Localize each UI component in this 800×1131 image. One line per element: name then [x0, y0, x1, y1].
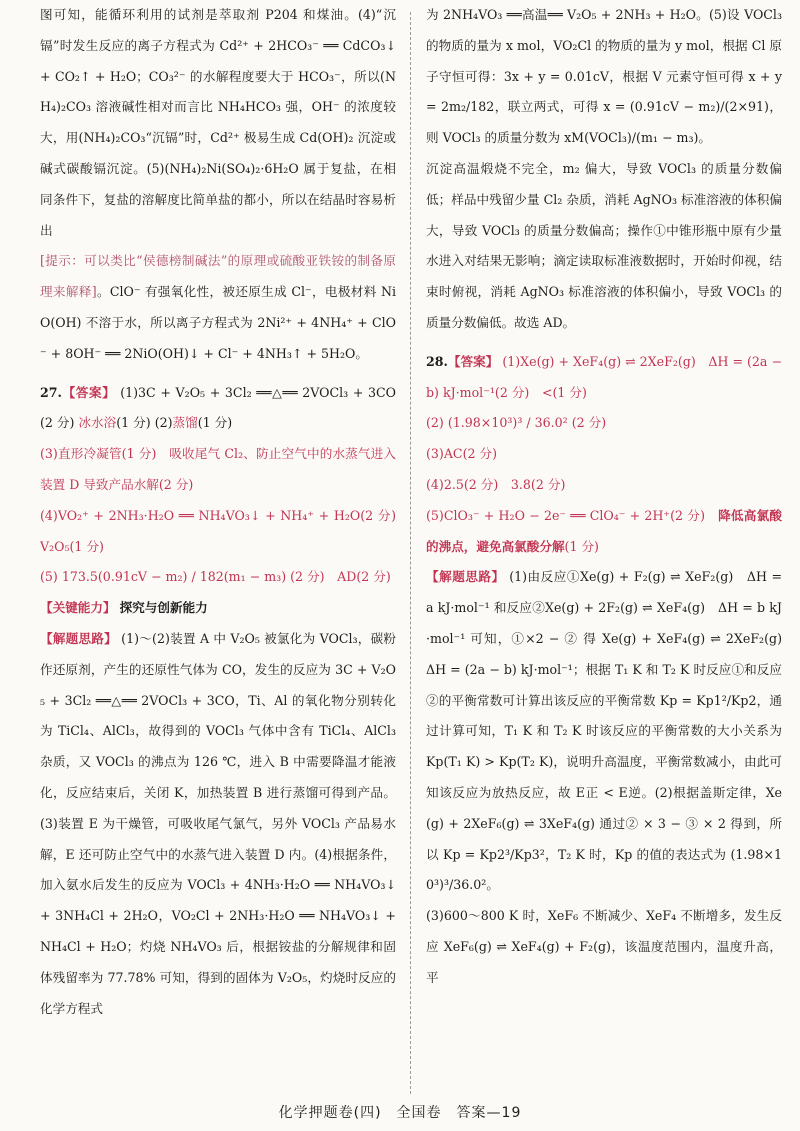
- q27-number: 27.: [40, 384, 62, 400]
- q28-number: 28.: [426, 353, 448, 369]
- q27-a1-text: (1)3C + V₂O₅ + 3Cl₂ ══△══ 2VOCl₃ + 3CO(2 分): [40, 384, 396, 431]
- q28-idea-text: (1)由反应①Xe(g) + F₂(g) ⇌ XeF₂(g) ΔH = a kJ·mol⁻¹ 和反应②Xe(g) + 2F₂(g) ⇌ XeF₄(g) ΔH = b kJ·mol⁻¹ 可知，①×2 − ② 得 Xe(g) + XeF₄(g) ⇌ 2XeF₂(g) ΔH = (2a − b) kJ·mol⁻¹；根据 T₁ K 和 T₂ K 时反应①和反应②的平衡常数可计算出该反应的平衡常数 Kp = Kp1²/Kp2，通过计算可知，T₁ K 和 T₂ K 时该反应的平衡常数的大小关系为 Kp(T₁ K) > Kp(T₂ K)，说明升高温度，平衡常数减小，由此可知该反应为放热反应，故 E正 < E逆。(2)根据盖斯定律，Xe(g) + 2XeF₆(g) ⇌ 3XeF₄(g) 通过② × 3 − ③ × 2 得到，所以 Kp = Kp2³/Kp3²，T₂ K 时，Kp 的值的表达式为 (1.98×10³)³/36.0²。: [426, 569, 795, 893]
- hint-block: [40, 246, 396, 369]
- page-footer: 化学押题卷(四) 全国卷 答案—19: [278, 1105, 522, 1121]
- q28-a5-red: 降低高氯酸的沸点，避免高氯酸分解: [426, 507, 783, 554]
- q28-a5-text: (5)ClO₃⁻ + H₂O − 2e⁻ ══ ClO₄⁻ + 2H⁺(2 分): [426, 507, 719, 523]
- q27-answer-5: (5) 173.5(0.91cV − m₂) / 182(m₁ − m₃) (2 分) AD(2 分): [40, 569, 391, 585]
- left-intro-text: 图可知，能循环利用的试剂是萃取剂 P204 和煤油。(4)“沉镉”时发生反应的离子方程式为 Cd²⁺ + 2HCO₃⁻ ══ CdCO₃↓ + CO₂↑ + H₂O；CO₃²⁻ 的水解程度要大于 HCO₃⁻，所以(NH₄)₂CO₃ 溶液碱性相对而言比 NH₄HCO₃ 强，OH⁻ 的浓度较大，用(NH₄)₂CO₃“沉镉”时，Cd²⁺ 极易生成 Cd(OH)₂ 沉淀或碱式碳酸镉沉淀。(5)(NH₄)₂Ni(SO₄)₂·6H₂O 属于复盐，在相同条件下，复盐的溶解度比简单盐的都小，所以在结晶时容易析出: [40, 7, 396, 238]
- ability-text: 探究与创新能力: [119, 600, 208, 616]
- q27-answer-tag: 【答案】: [61, 384, 116, 400]
- right-continuation-2: 沉淀高温煅烧不完全，m₂ 偏大，导致 VOCl₃ 的质量分数偏低；样品中残留少量 Cl₂ 杂质，消耗 AgNO₃ 标准溶液的体积偏大，导致 VOCl₃ 的质量分数偏高；操作①中锥形瓶中原有少量水进入对结果无影响；滴定读取标准液数据时，开始时仰视，结束时俯视，消耗 AgNO₃ 标准溶液的体积偏小，导致 VOCl₃ 的质量分数偏低。故选 AD。: [426, 160, 782, 330]
- q28-answer-tag: 【答案】: [447, 353, 499, 369]
- q28-answer-3: (3)AC(2 分): [426, 446, 498, 462]
- ability-tag: 【关键能力】: [40, 600, 116, 616]
- q27-a1-tail: (1 分): [116, 415, 151, 431]
- column-divider: [410, 12, 411, 1094]
- q27-a2-red: 蒸馏: [172, 415, 198, 431]
- hint-text: [提示：可以类比“侯德榜制碱法”的原理或硫酸亚铁铵的制备原理来解释]: [40, 253, 396, 300]
- q28-answer-2: (2) (1.98×10³)³ / 36.0² (2 分): [426, 415, 607, 431]
- q28-answer-4: (4)2.5(2 分) 3.8(2 分): [426, 476, 566, 492]
- q28-a1-text: (1)Xe(g) + XeF₄(g) ⇌ 2XeF₂(g) ΔH = (2a − b) kJ·mol⁻¹(2 分) <(1 分): [426, 353, 782, 400]
- question-27: [40, 378, 409, 1025]
- q27-a1-red: 冰水浴: [78, 415, 117, 431]
- q28-idea-tag: 【解题思路】: [426, 569, 505, 585]
- q27-answer-3: (3)直形冷凝管(1 分) 吸收尾气 Cl₂、防止空气中的水蒸气进入装置 D 导致产品水解(2 分): [40, 446, 396, 492]
- q28-a5-tail: (1 分): [564, 538, 599, 554]
- q27-idea-tag: 【解题思路】: [40, 630, 117, 646]
- q27-solution: [40, 624, 396, 1024]
- right-column: [426, 0, 795, 994]
- q27-answer-4: (4)VO₂⁺ + 2NH₃·H₂O ══ NH₄VO₃↓ + NH₄⁺ + H₂O(2 分) V₂O₅(1 分): [40, 507, 409, 554]
- q27-answer-1: [40, 378, 396, 440]
- q27-a2-text: (2): [154, 415, 173, 431]
- q28-answer-1: [426, 347, 782, 409]
- q28-answer-5: [426, 501, 782, 563]
- q28-solution: [426, 562, 795, 901]
- question-28: [426, 347, 795, 994]
- right-continuation-1: 为 2NH₄VO₃ ══高温══ V₂O₅ + 2NH₃ + H₂O。(5)设 VOCl₃ 的物质的量为 x mol，VO₂Cl 的物质的量为 y mol，根据 Cl 原子守恒可得：3x + y = 0.01cV，根据 V 元素守恒可得 x + y = 2m₂/182，联立两式，可得 x = (0.91cV − m₂)/(2×91)，则 VOCl₃ 的质量分数为 xM(VOCl₃)/(m₁ − m₃)。: [426, 7, 782, 146]
- q27-ability: [40, 593, 396, 624]
- q27-a2-tail: (1 分): [197, 415, 233, 431]
- q28-solution-2: (3)600～800 K 时，XeF₆ 不断减少、XeF₄ 不断增多，发生反应 XeF₆(g) ⇌ XeF₄(g) + F₂(g)，该温度范围内，温度升高，平: [426, 908, 782, 985]
- after-hint-text: 。ClO⁻ 有强氧化性，被还原生成 Cl⁻，电极材料 NiO(OH) 不溶于水，所以离子方程式为 2Ni²⁺ + 4NH₄⁺ + ClO⁻ + 8OH⁻ ══ 2NiO(OH)↓ + Cl⁻ + 4NH₃↑ + 5H₂O。: [40, 284, 396, 361]
- left-column: [40, 0, 409, 1024]
- q27-idea-text: (1)～(2)装置 A 中 V₂O₅ 被氯化为 VOCl₃，碳粉作还原剂，产生的还原性气体为 CO，发生的反应为 3C + V₂O₅ + 3Cl₂ ══△══ 2VOCl₃ + 3CO，Ti、Al 的氧化物分别转化为 TiCl₄、AlCl₃，故得到的 VOCl₃ 气体中含有 TiCl₄、AlCl₃ 杂质，又 VOCl₃ 的沸点为 126 ℃，进入 B 中需要降温才能液化，反应结束后，关闭 K，加热装置 B 进行蒸馏可得到产品。(3)装置 E 为干燥管，可吸收尾气氯气，另外 VOCl₃ 产品易水解，E 还可防止空气中的水蒸气进入装置 D 内。(4)根据条件，加入氨水后发生的反应为 VOCl₃ + 4NH₃·H₂O ══ NH₄VO₃↓ + 3NH₄Cl + 2H₂O，VO₂Cl + 2NH₃·H₂O ══ NH₄VO₃↓ + NH₄Cl + H₂O；灼烧 NH₄VO₃ 后，根据铵盐的分解规律和固体残留率为 77.78% 可知，得到的固体为 V₂O₅，灼烧时反应的化学方程式: [40, 630, 397, 1016]
